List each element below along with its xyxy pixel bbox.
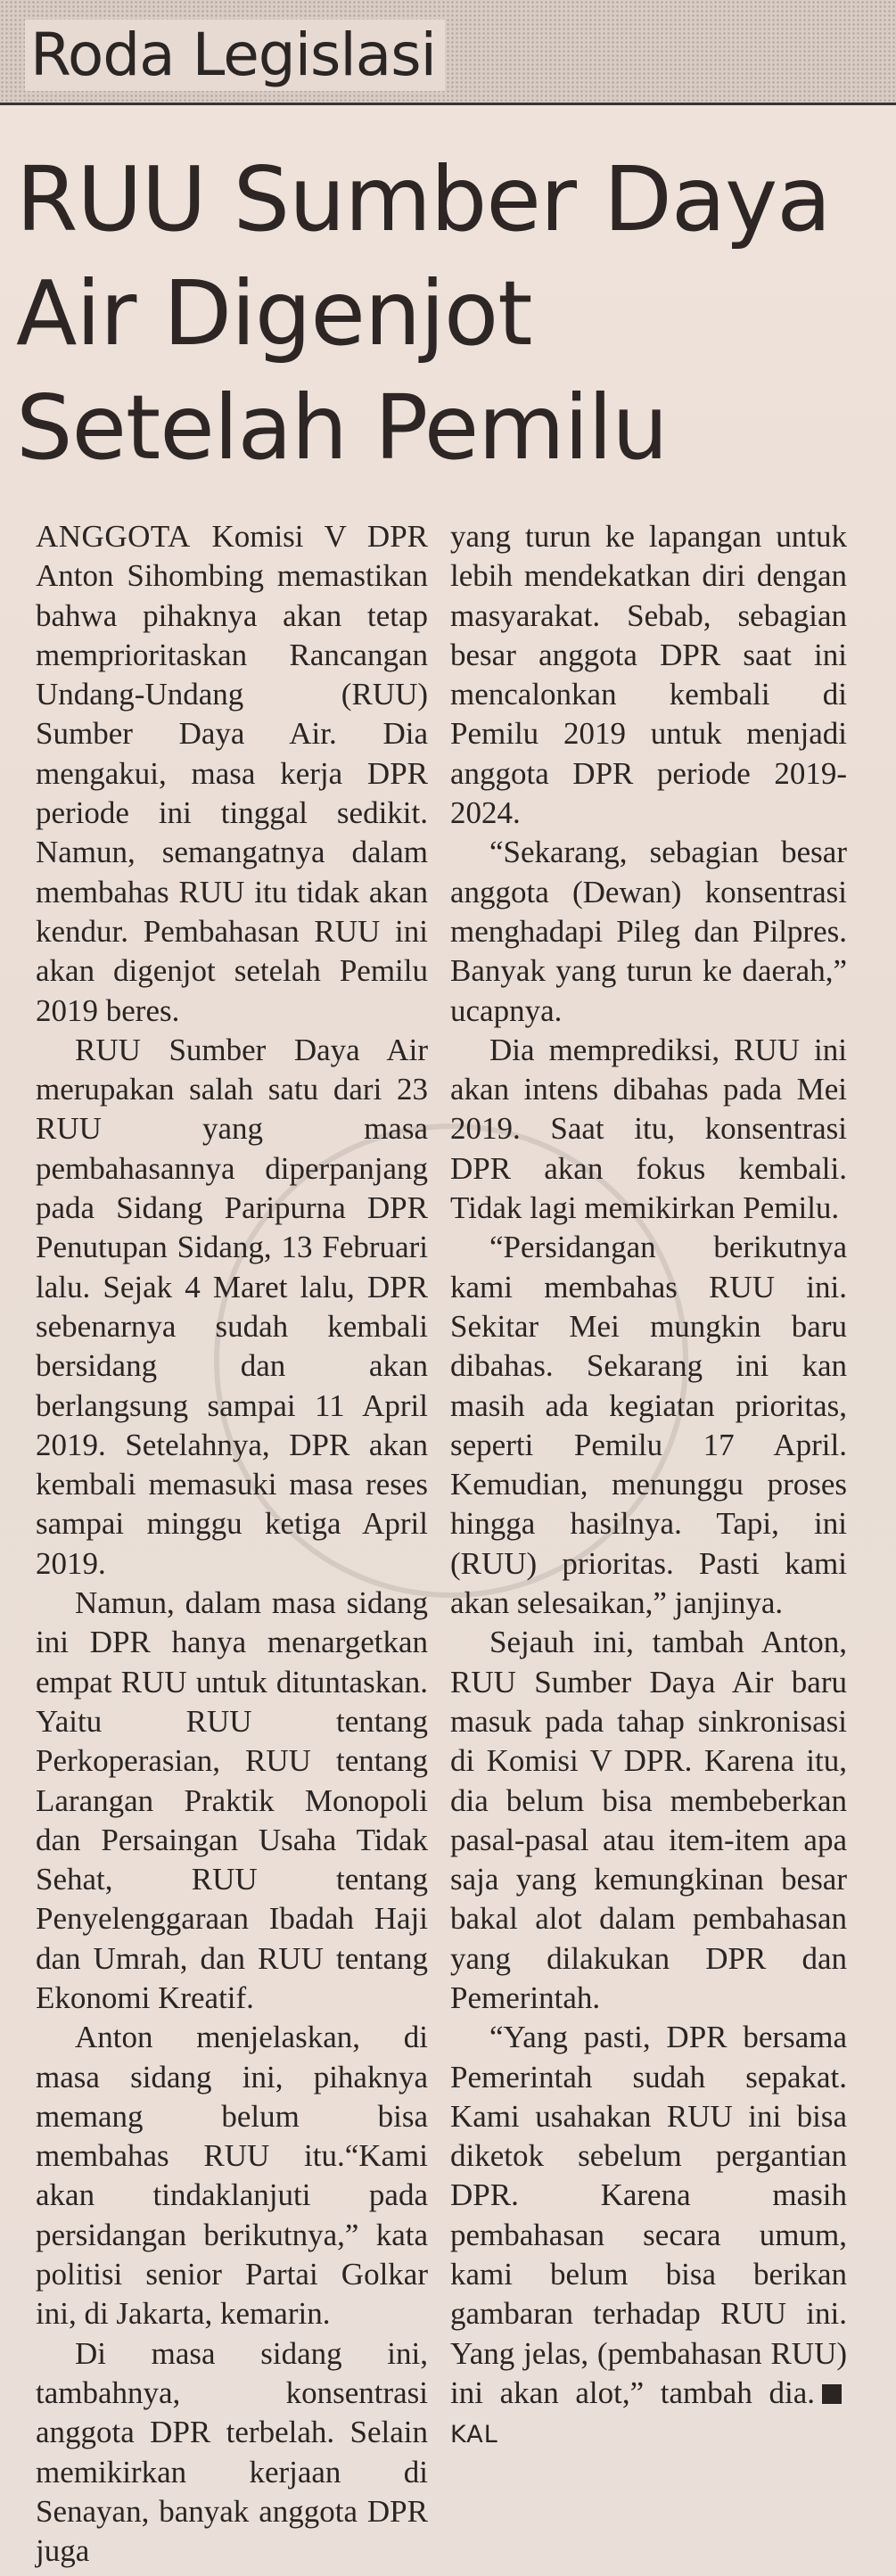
article-paragraph-continued: yang turun ke lapangan untuk lebih mendekatkan diri dengan masyarakat. Sebab, sebagian besar anggota DPR saat ini mencalonkan kembali di Pemilu 2019 untuk menjadi anggota DPR periode 2019-2024. <box>450 519 847 831</box>
lead-word: ANGGOTA <box>36 519 191 554</box>
article-paragraph: “Sekarang, sebagian besar anggota (Dewan) konsentrasi menghadapi Pileg dan Pilpres. Banyak yang turun ke daerah,” ucapnya. <box>450 835 847 1028</box>
article-headline: RUU Sumber Daya Air Digenjot Setelah Pemilu <box>16 147 831 480</box>
article-paragraph-last <box>450 2018 847 2455</box>
author-initials: KAL <box>450 2421 498 2449</box>
article-paragraph <box>36 517 428 1031</box>
article-paragraph: Di masa sidang ini, tambahnya, konsentrasi anggota DPR terbelah. Selain memikirkan kerjaan di Senayan, banyak anggota DPR juga <box>36 2335 428 2569</box>
article-paragraph: “Persidangan berikutnya kami membahas RUU ini. Sekitar Mei mungkin baru dibahas. Sekarang ini kan masih ada kegiatan prioritas, seperti Pemilu 17 April. Kemudian, menunggu proses hingga hasilnya. Tapi, ini (RUU) prioritas. Pasti kami akan selesaikan,” janjinya. <box>450 1230 847 1621</box>
article-column-left <box>36 517 428 2568</box>
section-rubric: Roda Legislasi <box>25 20 445 91</box>
article-paragraph: RUU Sumber Daya Air merupakan salah satu dari 23 RUU yang masa pembahasannya diperpanjang pada Sidang Paripurna DPR Penutupan Sidang, 13 Februari lalu. Sejak 4 Maret lalu, DPR sebenarnya sudah kembali bersidang dan akan berlangsung sampai 11 April 2019. Setelahnya, DPR akan kembali memasuki masa reses sampai minggu ketiga April 2019. <box>36 1032 428 1581</box>
article-paragraph: Namun, dalam masa sidang ini DPR hanya menargetkan empat RUU untuk dituntaskan. Yaitu RUU tentang Perkoperasian, RUU tentang Larangan Praktik Monopoli dan Persaingan Usaha Tidak Sehat, RUU tentang Penyelenggaraan Ibadah Haji dan Umrah, dan RUU tentang Ekonomi Kreatif. <box>36 1585 428 2015</box>
paragraph-text: Komisi V DPR Anton Sihombing memastikan bahwa pihaknya akan tetap memprioritaskan Rancangan Undang-Undang (RUU) Sumber Daya Air. Dia mengakui, masa kerja DPR periode ini tinggal sedikit. Namun, semangatnya dalam membahas RUU itu tidak akan kendur. Pembahasan RUU ini akan digenjot setelah Pemilu 2019 beres. <box>36 519 428 1028</box>
paragraph-text: “Yang pasti, DPR bersama Pemerintah sudah sepakat. Kami usahakan RUU ini bisa diketok sebelum pergantian DPR. Karena masih pembahasan secara umum, kami belum bisa berikan gambaran terhadap RUU ini. Yang jelas, (pembahasan RUU) ini akan alot,” tambah dia. <box>450 2020 847 2410</box>
article-column-right <box>450 517 847 2568</box>
article-paragraph: Anton menjelaskan, di masa sidang ini, pihaknya memang belum bisa membahas RUU itu.“Kami akan tindaklanjuti pada persidangan berikutnya,” kata politisi senior Partai Golkar ini, di Jakarta, kemarin. <box>36 2020 428 2332</box>
section-rubric-bar <box>0 0 896 105</box>
article-paragraph: Dia memprediksi, RUU ini akan intens dibahas pada Mei 2019. Saat itu, konsentrasi DPR akan fokus kembali. Tidak lagi memikirkan Pemilu. <box>450 1032 847 1226</box>
article-paragraph: Sejauh ini, tambah Anton, RUU Sumber Daya Air baru masuk pada tahap sinkronisasi di Komisi V DPR. Karena itu, dia belum bisa membeberkan pasal-pasal atau item-item apa saja yang kemungkinan besar bakal alot dalam pembahasan yang dilakukan DPR dan Pemerintah. <box>450 1625 847 2015</box>
end-of-article-mark <box>822 2384 842 2404</box>
